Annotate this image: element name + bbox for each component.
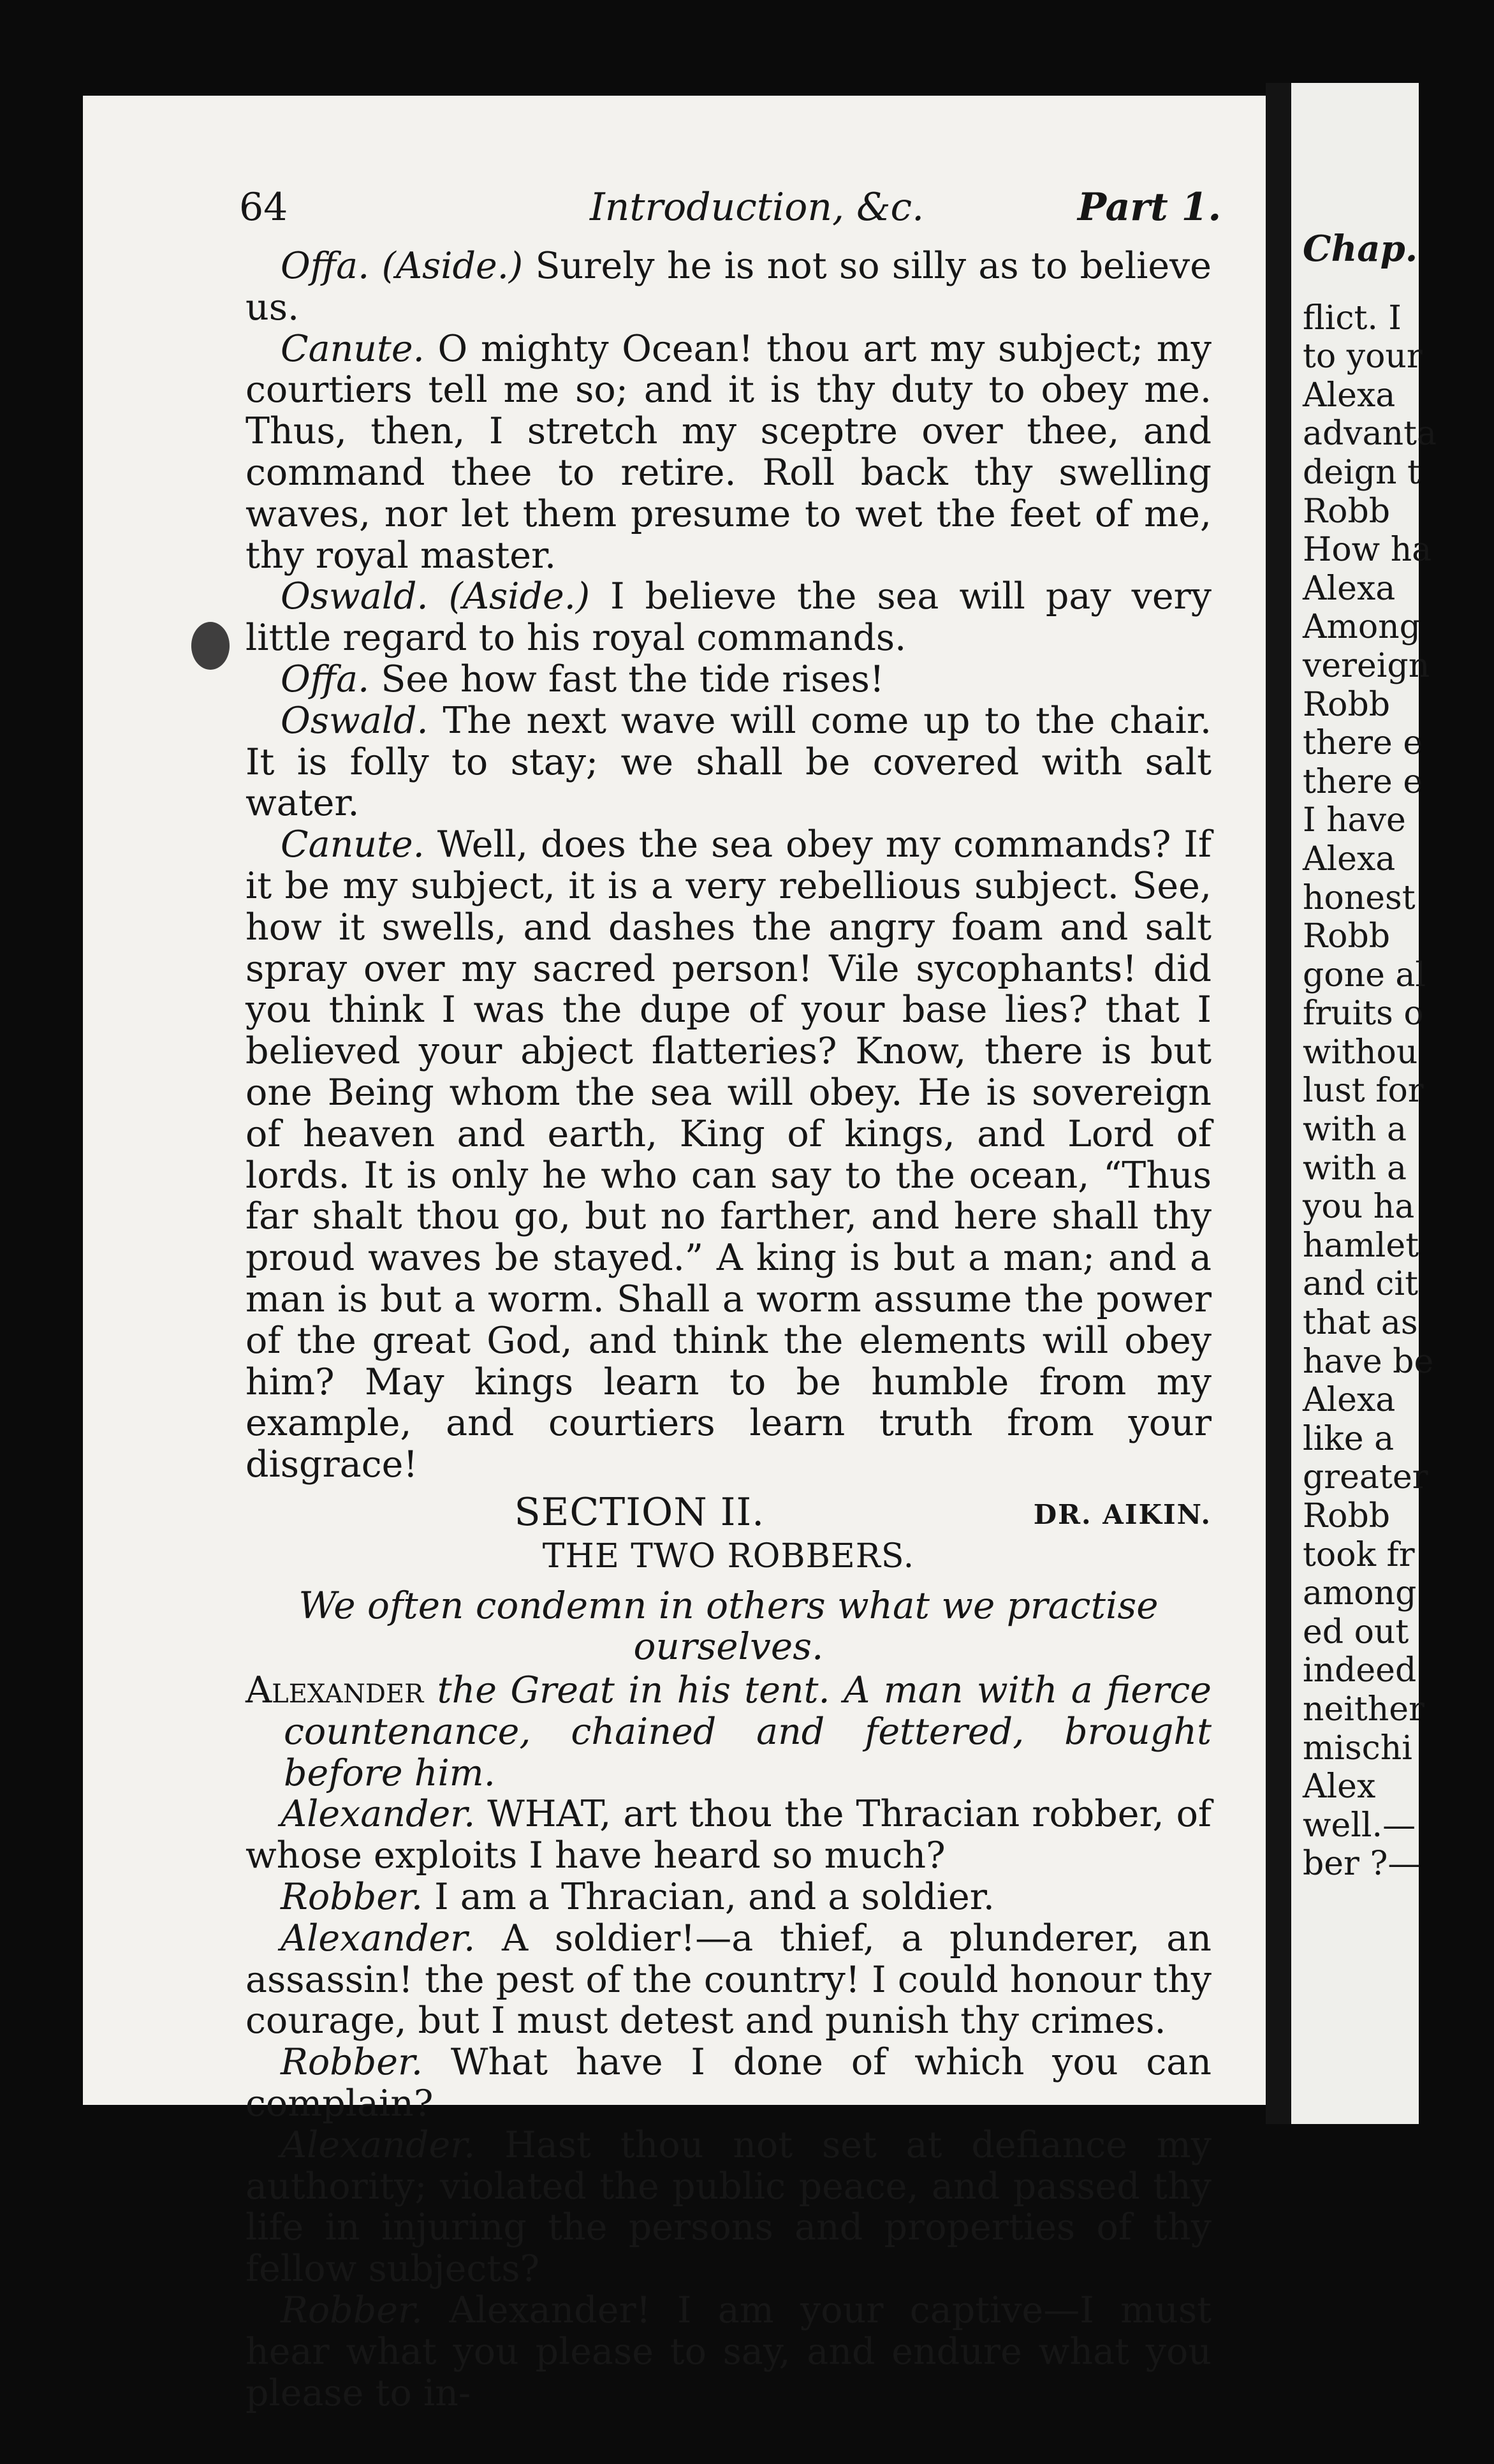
speech-text: The next wave will come up to the chair. It is folly to stay; we shall be covered with salt water. xyxy=(245,699,1212,825)
section-subtitle: THE TWO ROBBERS. xyxy=(542,1537,915,1575)
author-signature: DR. AIKIN. xyxy=(1033,1498,1212,1530)
stage-direction-text: the Great in his tent. A man with a fierce countenance, chained and fettered, brought before him. xyxy=(284,1669,1212,1794)
right-page-line: gone al xyxy=(1303,955,1426,994)
speech-paragraph xyxy=(245,1794,1212,1877)
speaker-name: Offa. xyxy=(281,658,370,700)
speaker-name: Robber. xyxy=(281,2289,423,2332)
right-page-line: honest xyxy=(1303,878,1416,917)
speech-paragraph xyxy=(245,1877,1212,1918)
speaker-name: Robber. xyxy=(281,1876,423,1919)
right-page-line: Alex xyxy=(1303,1767,1376,1806)
right-page-line: greater xyxy=(1303,1458,1428,1497)
right-page-line: Alexa xyxy=(1303,1381,1396,1420)
right-page-line: Robb xyxy=(1303,1497,1391,1535)
dialogue xyxy=(245,1794,1212,2414)
scene-intro xyxy=(245,246,1212,1486)
speaker-name: Canute. xyxy=(281,327,425,370)
speech-paragraph xyxy=(245,659,1212,700)
speech-text: A soldier!—a thief, a plunderer, an assassin! the pest of the country! I could honour thy courage, but I must detest and punish thy crimes. xyxy=(245,1917,1212,2042)
speech-text: Surely he is not so silly as to believe us. xyxy=(245,245,1212,328)
speech-text: Well, does the sea obey my commands? If it be my subject, it is a very rebellious subject. See, how it swells, and dashes the angry foam and salt spray over my sacred person! Vile sycophants! did you think I was the dupe of your base lies? that I believed your abject flatteries? Know, there is but one Being whom the sea will obey. He is sovereign of heaven and earth, King of kings, and Lord of lords. It is only he who can say to the ocean, “Thus far shalt thou go, but no farther, and here shall thy proud waves be stayed.” A king is but a man; and a man is but a worm. Shall a worm assume the power of the great God, and think the elements will obey him? May kings learn to be humble from my example, and courtiers learn truth from your disgrace! xyxy=(245,823,1212,1486)
right-page-line: Robb xyxy=(1303,685,1391,724)
right-page-line: advanta xyxy=(1303,415,1437,454)
speech-paragraph xyxy=(245,576,1212,659)
right-page-line: How ha xyxy=(1303,531,1432,570)
right-page-line: among xyxy=(1303,1574,1417,1613)
speech-text: See how fast the tide rises! xyxy=(369,658,884,700)
ink-smudge xyxy=(191,622,230,670)
right-page-line: I have xyxy=(1303,801,1406,840)
running-part: Part 1. xyxy=(1078,185,1222,230)
right-page-line: Alexa xyxy=(1303,569,1396,608)
speech-text: Hast thou not set at defiance my authority; violated the public peace, and passed thy life in injuring the persons and properties of thy fellow subjects? xyxy=(245,2123,1212,2291)
right-page xyxy=(1291,83,1437,2124)
speech-text: I am a Thracian, and a soldier. xyxy=(423,1876,995,1919)
right-page-line: hamlet xyxy=(1303,1226,1419,1265)
section-heading: SECTION II. xyxy=(514,1489,765,1535)
right-page-line: to your xyxy=(1303,337,1423,376)
speaker-name: Offa. (Aside.) xyxy=(281,245,524,287)
section-motto: We often condemn in others what we practise ourselves. xyxy=(298,1583,1159,1669)
right-page-line: mischi xyxy=(1303,1729,1412,1767)
right-page-line: have be xyxy=(1303,1342,1434,1381)
right-page-line: Alexa xyxy=(1303,376,1396,415)
speaker-name: Robber. xyxy=(281,2041,423,2084)
speech-paragraph xyxy=(245,1918,1212,2042)
page-number: 64 xyxy=(239,185,288,230)
right-page-line: ed out xyxy=(1303,1612,1409,1651)
right-page-line: fruits o xyxy=(1303,994,1424,1033)
speech-paragraph xyxy=(245,2042,1212,2125)
right-page-line: withou xyxy=(1303,1033,1418,1072)
right-page-line: like a xyxy=(1303,1419,1395,1458)
right-page-line: Among xyxy=(1303,608,1421,647)
speaker-name: Alexander. xyxy=(281,2123,476,2166)
stage-direction-name: Alexander xyxy=(245,1669,424,1712)
right-page-line: lust for xyxy=(1303,1072,1424,1110)
right-page-line: that as xyxy=(1303,1304,1418,1343)
right-page-line: with a xyxy=(1303,1149,1407,1188)
speech-text: Alexander! I am your captive—I must hear what you please to say, and endure what you please to in- xyxy=(245,2289,1212,2414)
speaker-name: Alexander. xyxy=(281,1917,476,1959)
right-page-line: Robb xyxy=(1303,917,1391,956)
right-page-line: ber ?— xyxy=(1303,1845,1421,1884)
right-page-line: deign t xyxy=(1303,453,1421,492)
speech-text: O mighty Ocean! thou art my subject; my courtiers tell me so; and it is thy duty to obey me. Thus, then, I stretch my sceptre over thee, and command thee to retire. Roll back thy swelling waves, nor let them presume to wet the feet of me, thy royal master. xyxy=(245,327,1212,577)
speaker-name: Oswald. (Aside.) xyxy=(281,575,590,618)
right-page-line: there e xyxy=(1303,724,1423,763)
right-running-head: Chap. xyxy=(1303,228,1418,270)
book-gutter xyxy=(1266,83,1291,2124)
speech-paragraph xyxy=(245,328,1212,577)
speech-paragraph xyxy=(245,246,1212,328)
right-page-line: indeed xyxy=(1303,1651,1417,1690)
right-page-line: vereign xyxy=(1303,646,1430,685)
right-page-line: took fr xyxy=(1303,1535,1415,1574)
speaker-name: Alexander. xyxy=(281,1793,476,1836)
speech-paragraph xyxy=(245,2125,1212,2290)
speech-paragraph xyxy=(245,700,1212,824)
right-page-line: there e xyxy=(1303,762,1423,801)
right-page-line: flict. I xyxy=(1303,299,1402,337)
running-title: Introduction, &c. xyxy=(590,185,925,230)
speaker-name: Canute. xyxy=(281,823,425,866)
right-page-line: neither xyxy=(1303,1690,1424,1729)
page-body xyxy=(245,246,1212,2414)
right-page-line: Robb xyxy=(1303,492,1391,531)
right-page-line: well.— xyxy=(1303,1806,1416,1845)
right-page-line: you ha xyxy=(1303,1188,1415,1227)
right-page-text xyxy=(1303,228,1494,1884)
speech-paragraph xyxy=(245,2290,1212,2414)
speech-text: WHAT, art thou the Thracian robber, of whose exploits I have heard so much? xyxy=(245,1793,1212,1877)
stage-direction xyxy=(245,1670,1212,1794)
speaker-name: Oswald. xyxy=(281,699,428,742)
right-page-line: and cit xyxy=(1303,1265,1418,1304)
speech-text: What have I done of which you can complain? xyxy=(245,2041,1212,2125)
speech-text: I believe the sea will pay very little regard to his royal commands. xyxy=(245,575,1212,660)
right-page-line: with a xyxy=(1303,1110,1407,1149)
speech-paragraph xyxy=(245,824,1212,1486)
right-page-line: Alexa xyxy=(1303,839,1396,878)
